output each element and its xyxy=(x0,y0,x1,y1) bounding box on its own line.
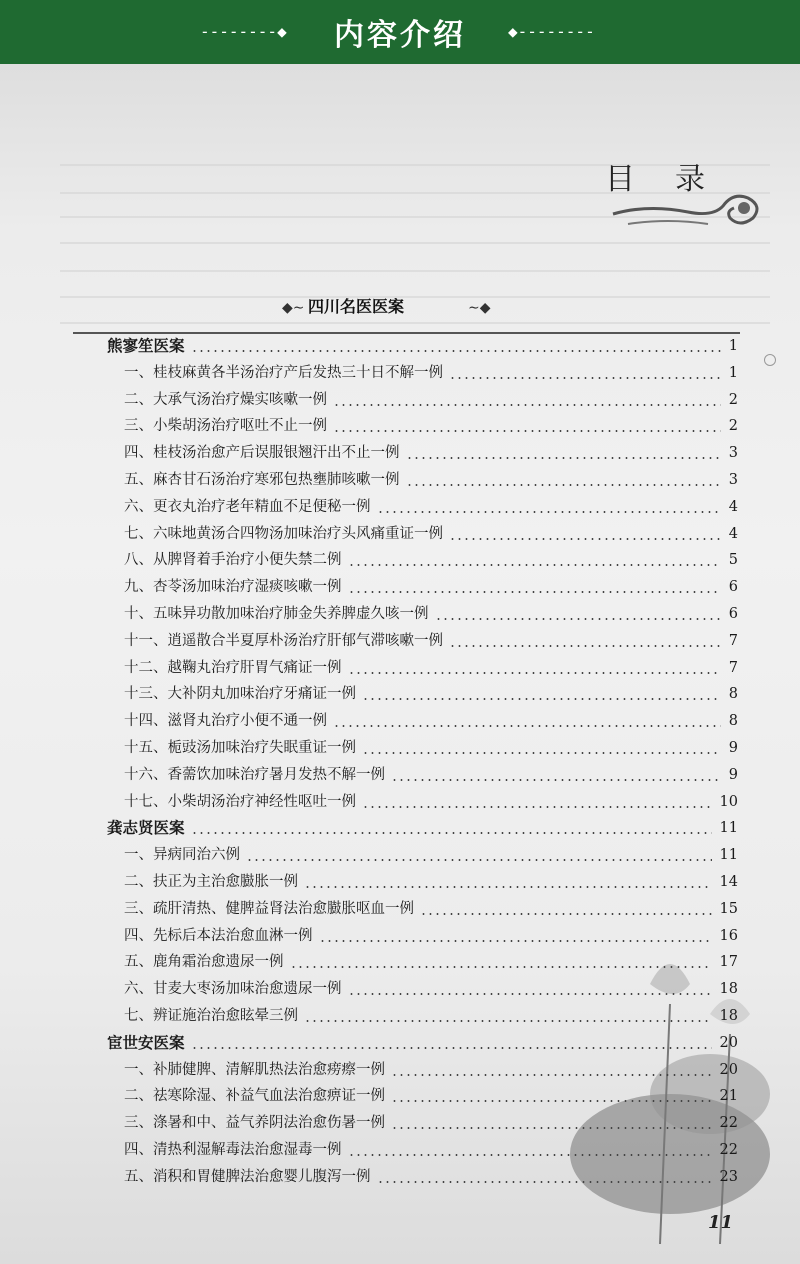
page-dot-icon xyxy=(764,354,776,366)
toc-leader-dots xyxy=(191,815,712,841)
toc-title: 目录 xyxy=(605,162,745,197)
toc-page-number: 16 xyxy=(719,927,738,944)
toc-entry-title: 十、五味异功散加味治疗肺金失养脾虚久咳一例 xyxy=(124,606,429,622)
toc-case-row xyxy=(0,440,800,466)
toc-page-number: 8 xyxy=(728,686,738,703)
toc-entry-title: 一、异病同治六例 xyxy=(124,847,240,864)
toc-case-row xyxy=(0,789,800,815)
toc-leader-dots xyxy=(420,896,712,922)
toc-leader-dots xyxy=(348,1137,712,1163)
toc-case-row xyxy=(0,574,800,600)
toc-leader-dots xyxy=(304,869,712,895)
toc-page-number: 11 xyxy=(719,820,738,837)
toc-case-row xyxy=(0,949,800,975)
toc-leader-dots xyxy=(449,628,721,654)
toc-case-row xyxy=(0,1110,800,1136)
banner-left-decoration: --------◆ xyxy=(200,22,287,41)
cloud-ornament-icon xyxy=(608,184,768,234)
toc-case-row xyxy=(0,681,800,707)
toc-leader-dots xyxy=(377,1164,712,1190)
toc-entry-title: 六、甘麦大枣汤加味治愈遗尿一例 xyxy=(124,981,342,998)
toc-leader-dots xyxy=(391,1083,712,1109)
toc-entry-title: 三、涤暑和中、益气养阴法治愈伤暑一例 xyxy=(124,1115,385,1132)
toc-page-number: 1 xyxy=(728,338,738,354)
toc-leader-dots xyxy=(191,1030,712,1056)
toc-case-row xyxy=(0,360,800,386)
toc-entry-title: 四、桂枝汤治愈产后误服银翘汗出不止一例 xyxy=(124,445,400,462)
toc-entry-title: 十五、栀豉汤加味治疗失眠重证一例 xyxy=(124,740,356,756)
toc-page-number: 17 xyxy=(719,954,738,971)
toc-entry-title: 一、桂枝麻黄各半汤治疗产后发热三十日不解一例 xyxy=(124,364,443,381)
toc-page-number: 4 xyxy=(728,498,738,515)
toc-page-number: 20 xyxy=(719,1034,738,1051)
banner-right-decoration: ◆-------- xyxy=(508,22,595,41)
toc-leader-dots xyxy=(435,601,721,627)
toc-page-number: 1 xyxy=(728,364,738,381)
toc-case-row xyxy=(0,1137,800,1163)
toc-entry-title: 九、杏苓汤加味治疗湿痰咳嗽一例 xyxy=(124,579,342,596)
toc-entry-title: 三、小柴胡汤治疗呕吐不止一例 xyxy=(124,418,327,435)
toc-case-row xyxy=(0,1164,800,1190)
toc-entry-title: 十七、小柴胡汤治疗神经性呕吐一例 xyxy=(124,793,356,810)
toc-entry-title: 二、扶正为主治愈臌胀一例 xyxy=(124,874,298,890)
toc-case-row xyxy=(0,1083,800,1109)
toc-entry-title: 龚志贤医案 xyxy=(107,818,185,838)
toc-entry-title: 七、六味地黄汤合四物汤加味治疗头风痛重证一例 xyxy=(124,525,443,542)
header-banner xyxy=(0,0,800,64)
toc-leader-dots xyxy=(290,949,712,975)
toc-entry-title: 十三、大补阴丸加味治疗牙痛证一例 xyxy=(124,686,356,703)
toc-leader-dots xyxy=(333,413,721,439)
toc-entry-title: 五、鹿角霜治愈遗尿一例 xyxy=(124,954,284,971)
toc-case-row xyxy=(0,547,800,573)
toc-page-number: 21 xyxy=(719,1088,738,1105)
toc-case-row xyxy=(0,1057,800,1083)
toc-entry-title: 四、清热利湿解毒法治愈湿毒一例 xyxy=(124,1142,342,1158)
toc-page-number: 18 xyxy=(719,1008,738,1024)
toc-leader-dots xyxy=(391,1110,712,1136)
toc-entry-title: 六、更衣丸治疗老年精血不足便秘一例 xyxy=(124,498,371,515)
toc-case-row xyxy=(0,387,800,413)
toc-leader-dots xyxy=(348,655,721,681)
toc-leader-dots xyxy=(391,1057,712,1083)
toc-entry-title: 十二、越鞠丸治疗肝胃气痛证一例 xyxy=(124,659,342,676)
toc-case-row xyxy=(0,601,800,627)
toc-page-number: 3 xyxy=(728,472,738,488)
toc-case-row xyxy=(0,735,800,761)
toc-case-row xyxy=(0,976,800,1002)
banner-title: 内容介绍 xyxy=(334,18,466,53)
toc-entry-title: 熊寥笙医案 xyxy=(107,336,185,355)
toc-page-number: 22 xyxy=(719,1142,738,1158)
toc-page-number: 2 xyxy=(728,391,738,408)
toc-page-number: 7 xyxy=(728,632,738,649)
toc-entry-title: 二、祛寒除湿、补益气血法治愈痹证一例 xyxy=(124,1088,385,1105)
toc-case-row xyxy=(0,628,800,654)
toc-leader-dots xyxy=(304,1003,712,1029)
toc-case-row xyxy=(0,896,800,922)
toc-page-number: 18 xyxy=(719,981,738,998)
toc-doctor-row xyxy=(0,333,800,359)
toc-page-number: 20 xyxy=(719,1061,738,1078)
section-left-ornament-icon: ◆∼ xyxy=(282,300,305,316)
toc-entry-title: 五、麻杏甘石汤治疗寒邪包热壅肺咳嗽一例 xyxy=(124,472,400,488)
toc-leader-dots xyxy=(362,789,712,815)
toc-page-number: 5 xyxy=(728,552,738,569)
toc-page-number: 6 xyxy=(728,606,738,622)
toc-case-row xyxy=(0,655,800,681)
toc-case-row xyxy=(0,923,800,949)
toc-leader-dots xyxy=(406,467,721,493)
toc-doctor-row xyxy=(0,1030,800,1056)
toc-leader-dots xyxy=(191,333,721,359)
toc-case-row xyxy=(0,762,800,788)
toc-entry-title: 七、辨证施治治愈眩晕三例 xyxy=(124,1008,298,1024)
toc-case-row xyxy=(0,521,800,547)
toc-entry-title: 四、先标后本法治愈血淋一例 xyxy=(124,927,313,944)
toc-case-row xyxy=(0,842,800,868)
section-title: 四川名医医案 xyxy=(308,297,405,316)
toc-leader-dots xyxy=(449,521,721,547)
toc-page-number: 15 xyxy=(719,900,738,917)
toc-page-number: 10 xyxy=(719,793,738,810)
toc-case-row xyxy=(0,869,800,895)
toc-case-row xyxy=(0,1003,800,1029)
book-page xyxy=(0,64,800,1264)
toc-case-row xyxy=(0,413,800,439)
toc-page-number: 22 xyxy=(719,1115,738,1132)
toc-page-number: 9 xyxy=(728,740,738,756)
toc-entry-title: 八、从脾肾着手治疗小便失禁二例 xyxy=(124,552,342,569)
toc-leader-dots xyxy=(406,440,721,466)
toc-page-number: 7 xyxy=(728,659,738,676)
toc-page-number: 23 xyxy=(719,1168,738,1185)
toc-entry-title: 一、补肺健脾、清解肌热法治愈痨瘵一例 xyxy=(124,1061,385,1078)
toc-page-number: 6 xyxy=(728,579,738,596)
section-right-ornament-icon: ∼◆ xyxy=(468,300,491,316)
toc-page-number: 8 xyxy=(728,713,738,730)
toc-leader-dots xyxy=(333,708,721,734)
toc-leader-dots xyxy=(348,574,721,600)
toc-entry-title: 三、疏肝清热、健脾益肾法治愈臌胀呕血一例 xyxy=(124,900,414,917)
toc-leader-dots xyxy=(362,735,721,761)
toc-doctor-row xyxy=(0,815,800,841)
toc-entry-title: 五、消积和胃健脾法治愈婴儿腹泻一例 xyxy=(124,1168,371,1185)
toc-page-number: 9 xyxy=(728,766,738,783)
toc-page-number: 2 xyxy=(728,418,738,435)
toc-entry-title: 十六、香薷饮加味治疗暑月发热不解一例 xyxy=(124,766,385,783)
toc-case-row xyxy=(0,708,800,734)
toc-case-row xyxy=(0,467,800,493)
toc-page-number: 11 xyxy=(719,847,738,864)
toc-leader-dots xyxy=(377,494,721,520)
toc-leader-dots xyxy=(391,762,721,788)
toc-page-number: 4 xyxy=(728,525,738,542)
toc-leader-dots xyxy=(348,547,721,573)
toc-entry-title: 十一、逍遥散合半夏厚朴汤治疗肝郁气滞咳嗽一例 xyxy=(124,632,443,649)
toc-leader-dots xyxy=(333,387,721,413)
toc-page-number: 3 xyxy=(728,445,738,462)
toc-leader-dots xyxy=(319,923,712,949)
toc-entry-title: 十四、滋肾丸治疗小便不通一例 xyxy=(124,713,327,730)
toc-leader-dots xyxy=(449,360,721,386)
toc-case-row xyxy=(0,494,800,520)
toc-entry-title: 二、大承气汤治疗燥实咳嗽一例 xyxy=(124,391,327,408)
toc-leader-dots xyxy=(348,976,712,1002)
page-number: 11 xyxy=(708,1212,734,1233)
toc-leader-dots xyxy=(362,681,721,707)
toc-page-number: 14 xyxy=(719,874,738,890)
toc-entry-title: 宦世安医案 xyxy=(107,1032,185,1052)
toc-leader-dots xyxy=(246,842,712,868)
